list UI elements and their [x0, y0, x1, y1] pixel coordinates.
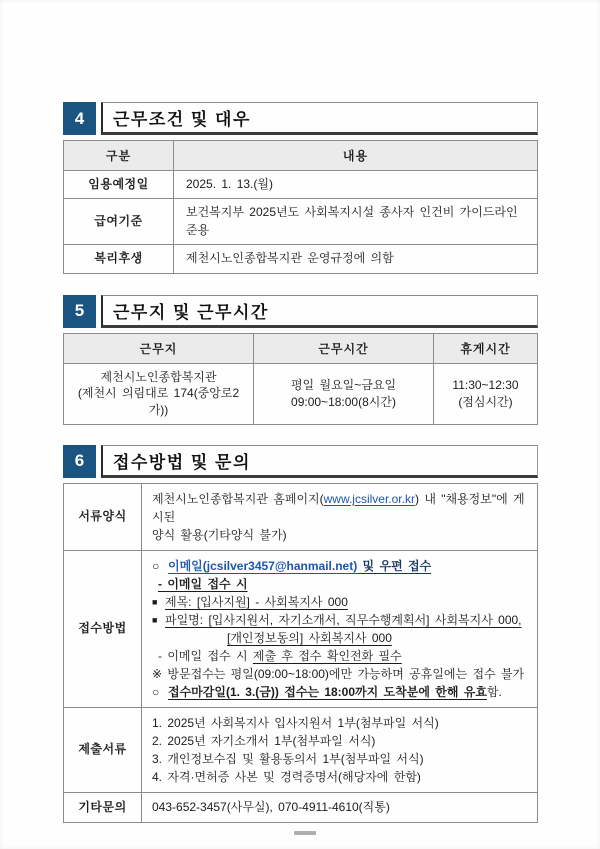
section-workplace-hours [63, 295, 538, 425]
deadline-suffix: 함. [486, 684, 502, 699]
column-header-category: 구분 [64, 141, 174, 171]
workplace-address: (제천시 의림대로 174(중앙로2가)) [77, 386, 240, 418]
email-link[interactable]: 이메일(jcsilver3457@hanmail.net) [168, 558, 358, 573]
row-label-appointment-date: 임용예정일 [64, 171, 174, 199]
workplace-name: 제천시노인종합복지관 [100, 369, 217, 384]
scan-artifact-mark [294, 831, 316, 835]
visit-submission-note: ※ 방문접수는 평일(09:00~18:00)에만 가능하며 공휴일에는 접수 불가 [152, 666, 525, 681]
row-label-document-forms: 서류양식 [64, 483, 142, 550]
document-content [63, 102, 538, 823]
table-row [64, 171, 538, 199]
confirm-call-prefix: - 이메일 접수 시 [158, 648, 253, 663]
table-row [64, 707, 538, 792]
row-label-application-method: 접수방법 [64, 550, 142, 707]
form-text-after-link: ) 내 "채용정보"에 게시된 [152, 491, 525, 524]
section-working-conditions [63, 102, 538, 274]
circle-bullet-icon: ○ [152, 558, 160, 573]
table-row [64, 792, 538, 822]
required-documents-cell [142, 707, 538, 792]
section5-title: 근무지 및 근무시간 [101, 295, 538, 328]
application-inquiry-table [63, 483, 538, 823]
row-label-other-inquiries: 기타문의 [64, 792, 142, 822]
row-label-required-documents: 제출서류 [64, 707, 142, 792]
section-application-inquiry [63, 445, 538, 823]
table-row [64, 550, 538, 707]
column-header-working-hours: 근무시간 [254, 333, 434, 363]
break-time-cell [434, 363, 538, 424]
homepage-link[interactable]: www.jcsilver.or.kr [323, 491, 415, 506]
break-time: 11:30~12:30 [452, 377, 519, 392]
document-forms-cell [142, 483, 538, 550]
square-bullet-icon: ■ [152, 596, 158, 607]
row-label-welfare: 복리후생 [64, 245, 174, 273]
section6-number-badge: 6 [63, 445, 96, 478]
required-document-item: 2. 2025년 자기소개서 1부(첨부파일 서식) [152, 733, 376, 748]
file-name-format: 파일명: [입사지원서, 자기소개서, 직무수행계획서] 사회복지사 000, [165, 612, 522, 627]
workplace-cell [64, 363, 254, 424]
row-value-welfare: 제천시노인종합복지관 운영규정에 의함 [174, 245, 538, 273]
table-header-row [64, 333, 538, 363]
table-row [64, 483, 538, 550]
mail-post-text: 및 우편 접수 [357, 558, 432, 573]
section6-header [63, 445, 538, 478]
section5-header [63, 295, 538, 328]
row-value-appointment-date: 2025. 1. 13.(월) [174, 171, 538, 199]
form-text-before-link: 제천시노인종합복지관 홈페이지( [152, 491, 324, 506]
required-document-item: 4. 자격·면허증 사본 및 경력증명서(해당자에 한함) [152, 769, 421, 784]
column-header-content: 내용 [174, 141, 538, 171]
section4-title: 근무조건 및 대우 [101, 102, 538, 135]
working-hours-cell [254, 363, 434, 424]
row-value-salary-standard: 보건복지부 2025년도 사회복지시설 종사자 인건비 가이드라인 준용 [174, 199, 538, 245]
table-row [64, 199, 538, 245]
file-name-format-continued: [개인정보동의] 사회복지사 000 [227, 630, 392, 645]
table-header-row [64, 141, 538, 171]
section6-title: 접수방법 및 문의 [101, 445, 538, 478]
row-label-salary-standard: 급여기준 [64, 199, 174, 245]
square-bullet-icon: ■ [152, 614, 158, 625]
contact-phone-numbers: 043-652-3457(사무실), 070-4911-4610(직통) [142, 792, 538, 822]
working-conditions-table [63, 140, 538, 274]
table-row [64, 245, 538, 273]
working-time: 09:00~18:00(8시간) [291, 394, 396, 409]
email-submit-when-text: - 이메일 접수 시 [158, 576, 248, 591]
form-text-line2: 양식 활용(기타양식 불가) [152, 527, 287, 542]
application-method-cell [142, 550, 538, 707]
break-time-note: (점심시간) [458, 394, 513, 409]
circle-bullet-icon: ○ [152, 684, 160, 699]
required-document-item: 1. 2025년 사회복지사 입사지원서 1부(첨부파일 서식) [152, 715, 439, 730]
email-subject-format: 제목: [입사지원] - 사회복지사 000 [165, 594, 348, 609]
section5-number-badge: 5 [63, 295, 96, 328]
column-header-workplace: 근무지 [64, 333, 254, 363]
column-header-break-time: 휴게시간 [434, 333, 538, 363]
required-document-item: 3. 개인정보수집 및 활용동의서 1부(첨부파일 서식) [152, 751, 424, 766]
deadline-text: 접수마감일(1. 3.(금)) 접수는 18:00까지 도착분에 한해 유효 [168, 684, 487, 699]
section4-number-badge: 4 [63, 102, 96, 135]
confirm-call-required: 제출 후 접수 확인전화 필수 [252, 648, 402, 663]
workplace-hours-table [63, 333, 538, 425]
table-row [64, 363, 538, 424]
working-days: 평일 월요일~금요일 [290, 377, 397, 392]
section4-header [63, 102, 538, 135]
